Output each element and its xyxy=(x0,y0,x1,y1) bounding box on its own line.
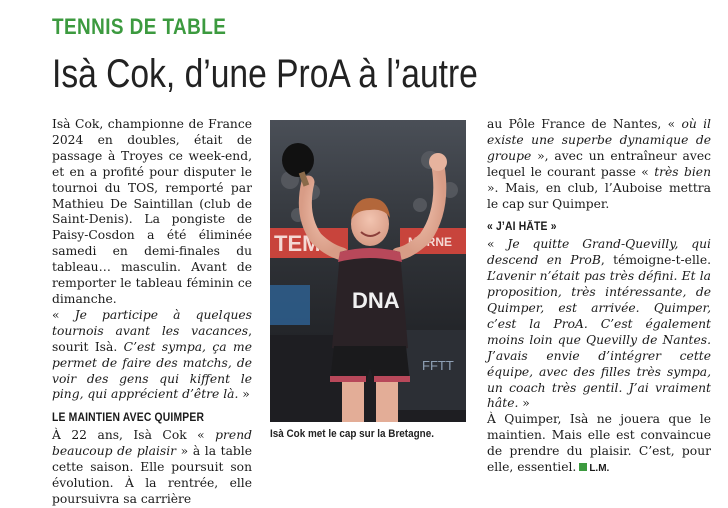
banner-text: TEM xyxy=(274,231,321,256)
signature-square-icon xyxy=(579,463,587,471)
subheading: LE MAINTIEN AVEC QUIMPER xyxy=(52,412,205,425)
board-text: FFTT xyxy=(422,358,454,373)
paragraph-quote: « Je quitte Grand-Quevilly, qui descend en ProB, témoigne-t-elle. L’avenir n’était pas très défini. Et la proposition, très intéressante, de Quimper, est arrivée. Quimper, c’est la ProA. C’est également moins loin que Quevilly de Nantes. J’avais envie d’intégrer cette équipe, avec des filles très sympa, un coach très gentil. J’ai vraiment hâte. » xyxy=(487,237,712,411)
banner-subtext: MARNE xyxy=(408,235,452,249)
article-headline: Isà Cok, d’une ProA à l’autre xyxy=(52,52,478,96)
paragraph: au Pôle France de Nantes, « où il existe une superbe dynamique de groupe », avec un entraîneur avec lequel le courant passe « très bien ». Mais, en club, l’Auboise mettra le cap sur Quimper. xyxy=(487,117,711,211)
jersey-text: DNA xyxy=(352,288,400,313)
paragraph: À 22 ans, Isà Cok « prend beaucoup de plaisir » à la table cette saison. Elle poursuit son évolution. À la rentrée, elle poursuivra sa carrière xyxy=(52,428,253,506)
article-photo xyxy=(270,120,466,422)
paragraph-quote: « Je participe à quelques tournois avant les vacances, sourit Isà. C’est sympa, ça me permet de faire des matchs, de voir des gens qui kiffent le ping, qui apprécient d’être là. » xyxy=(52,307,252,402)
paragraph: À Quimper, Isà ne jouera que le maintien. Mais elle est convaincue de prendre du plaisir. C’est, pour elle, essentiel. L.M. xyxy=(487,412,711,475)
article-column-right xyxy=(487,117,711,477)
photo-caption: Isà Cok met le cap sur la Bretagne. xyxy=(270,428,434,440)
section-label: TENNIS DE TABLE xyxy=(52,14,227,39)
paragraph: Isà Cok, championne de France 2024 en doubles, était de passage à Troyes ce week-end, et en a profité pour disputer le tournoi du TOS, remporté par Mathieu De Saintillan (club de Saint-Denis). La pongiste de Paisy-Cosdon a été éliminée samedi en demi-finales du tableau… masculin. Avant de remporter le tableau féminin ce dimanche. xyxy=(52,117,252,306)
author-signature: L.M. xyxy=(589,463,610,475)
subheading: « J’AI HÂTE » xyxy=(487,221,557,234)
article-column-left xyxy=(52,117,252,508)
